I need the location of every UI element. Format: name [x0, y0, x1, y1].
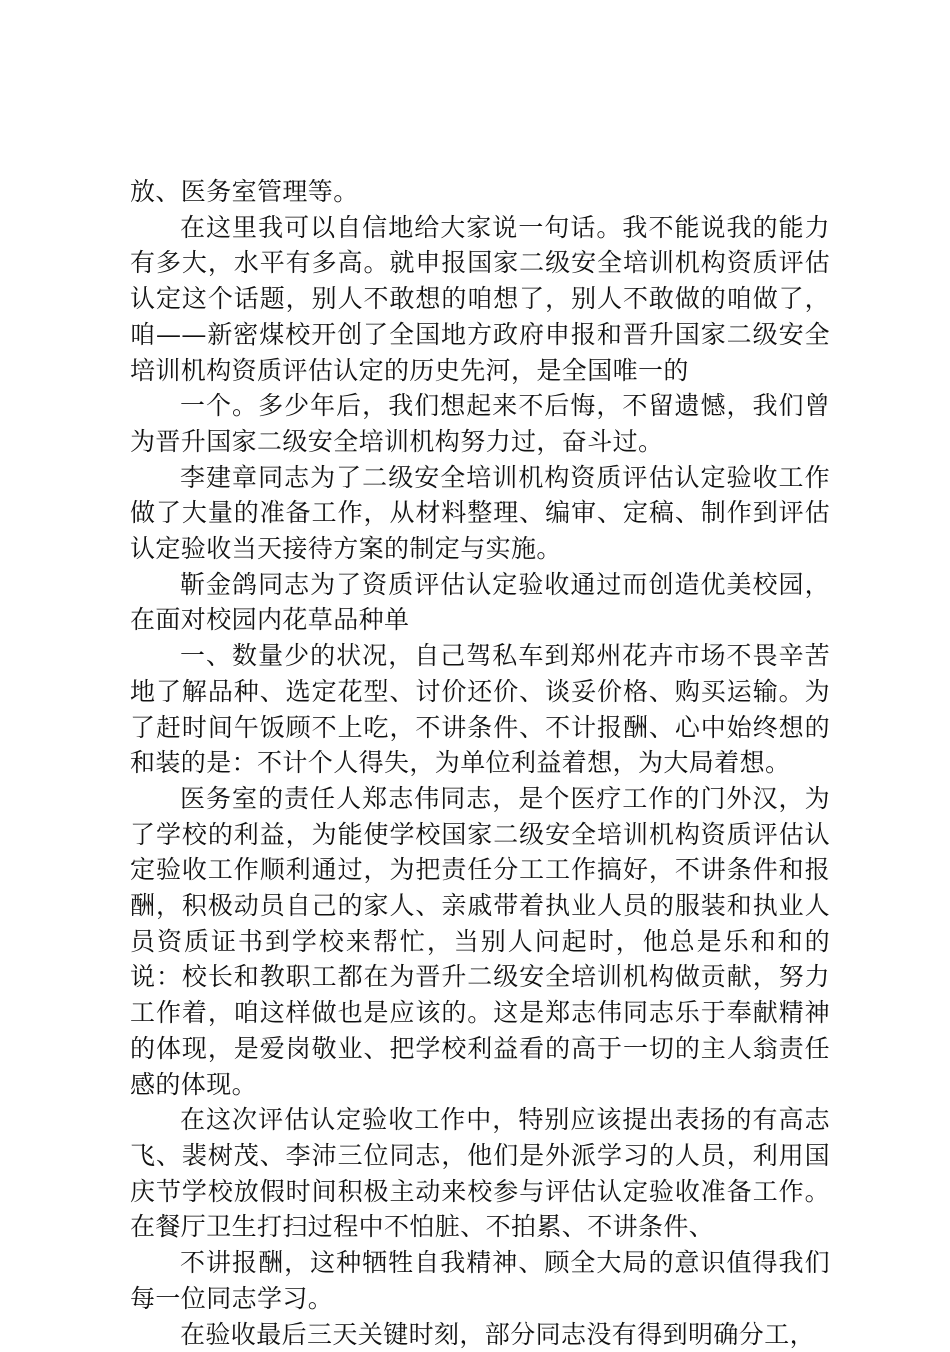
paragraph-4: 李建章同志为了二级安全培训机构资质评估认定验收工作做了大量的准备工作，从材料整理、编审、定稿、制作到评估认定验收当天接待方案的制定与实施。 [130, 460, 830, 567]
document-body [130, 174, 830, 1352]
paragraph-7: 医务室的责任人郑志伟同志，是个医疗工作的门外汉，为了学校的利益，为能使学校国家二级安全培训机构资质评估认定验收工作顺利通过，为把责任分工工作搞好，不讲条件和报酬，积极动员自己的家人、亲戚带着执业人员的服装和执业人员资质证书到学校来帮忙，当别人问起时，他总是乐和和的说：校长和教职工都在为晋升二级安全培训机构做贡献，努力工作着，咱这样做也是应该的。这是郑志伟同志乐于奉献精神的体现，是爱岗敬业、把学校利益看的高于一切的主人翁责任感的体现。 [130, 781, 830, 1102]
paragraph-1: 放、医务室管理等。 [130, 174, 830, 210]
paragraph-10: 在验收最后三天关键时刻，部分同志没有得到明确分工， [130, 1317, 830, 1352]
paragraph-6: 一、数量少的状况，自己驾私车到郑州花卉市场不畏辛苦地了解品种、选定花型、讨价还价、谈妥价格、购买运输。为了赶时间午饭顾不上吃，不讲条件、不计报酬、心中始终想的和装的是：不计个人得失，为单位利益着想，为大局着想。 [130, 638, 830, 781]
paragraph-9: 不讲报酬，这种牺牲自我精神、顾全大局的意识值得我们每一位同志学习。 [130, 1245, 830, 1316]
paragraph-8: 在这次评估认定验收工作中，特别应该提出表扬的有高志飞、裴树茂、李沛三位同志，他们是外派学习的人员，利用国庆节学校放假时间积极主动来校参与评估认定验收准备工作。在餐厅卫生打扫过程中不怕脏、不拍累、不讲条件、 [130, 1102, 830, 1245]
paragraph-5: 靳金鸽同志为了资质评估认定验收通过而创造优美校园，在面对校园内花草品种单 [130, 567, 830, 638]
paragraph-2: 在这里我可以自信地给大家说一句话。我不能说我的能力有多大，水平有多高。就申报国家二级安全培训机构资质评估认定这个话题，别人不敢想的咱想了，别人不敢做的咱做了，咱——新密煤校开创了全国地方政府申报和晋升国家二级安全培训机构资质评估认定的历史先河，是全国唯一的 [130, 210, 830, 389]
paragraph-3: 一个。多少年后，我们想起来不后悔，不留遗憾，我们曾为晋升国家二级安全培训机构努力过，奋斗过。 [130, 388, 830, 459]
